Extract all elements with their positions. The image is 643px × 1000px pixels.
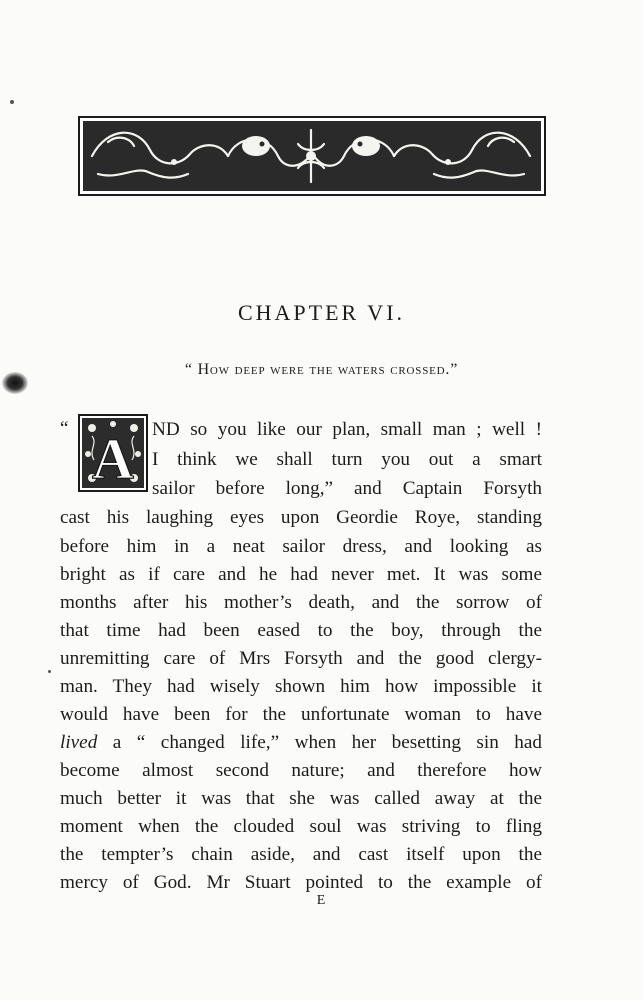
- paper-speck: [10, 100, 14, 104]
- text-line: sailor before long,” and Captain Forsyth: [152, 478, 542, 499]
- italic-word: lived: [60, 732, 98, 753]
- paper-speck: [48, 670, 51, 673]
- text-line: the tempter’s chain aside, and cast itself upon the: [60, 844, 542, 865]
- text-line: I think we shall turn you out a smart: [152, 449, 542, 470]
- text-line: become almost second nature; and therefore how: [60, 760, 542, 781]
- text-line: cast his laughing eyes upon Geordie Roye, standing: [60, 507, 542, 528]
- text-line: mercy of God. Mr Stuart pointed to the example of: [60, 872, 542, 893]
- chapter-title: CHAPTER VI.: [237, 300, 406, 325]
- ornamental-headpiece: [78, 116, 546, 196]
- text-line: would have been for the unfortunate woman to have: [60, 704, 542, 725]
- text-line: ND so you like our plan, small man ; well !: [152, 419, 542, 440]
- text-line: moment when the clouded soul was striving to fling: [60, 816, 542, 837]
- text-line: months after his mother’s death, and the sorrow of: [60, 592, 542, 613]
- text-line: man. They had wisely shown him how impossible it: [60, 676, 542, 697]
- text-line: unremitting care of Mrs Forsyth and the good clergy-: [60, 648, 542, 669]
- text-line: bright as if care and he had never met. It was some: [60, 564, 542, 585]
- text-line: before him in a neat sailor dress, and looking as: [60, 536, 542, 557]
- chapter-subtitle: “ How deep were the waters crossed.”: [184, 361, 459, 378]
- ink-smudge: [2, 372, 28, 394]
- text-line: much better it was that she was called away at the: [60, 788, 542, 809]
- drop-cap-letter: A: [92, 426, 134, 491]
- text-line: a “ changed life,” when her besetting sin had: [112, 732, 542, 753]
- drop-cap: [78, 414, 148, 492]
- opening-quote-mark: “: [60, 418, 69, 439]
- signature-mark: E: [316, 893, 327, 908]
- text-line-with-italic: [60, 730, 542, 756]
- text-line: that time had been eased to the boy, through the: [60, 620, 542, 641]
